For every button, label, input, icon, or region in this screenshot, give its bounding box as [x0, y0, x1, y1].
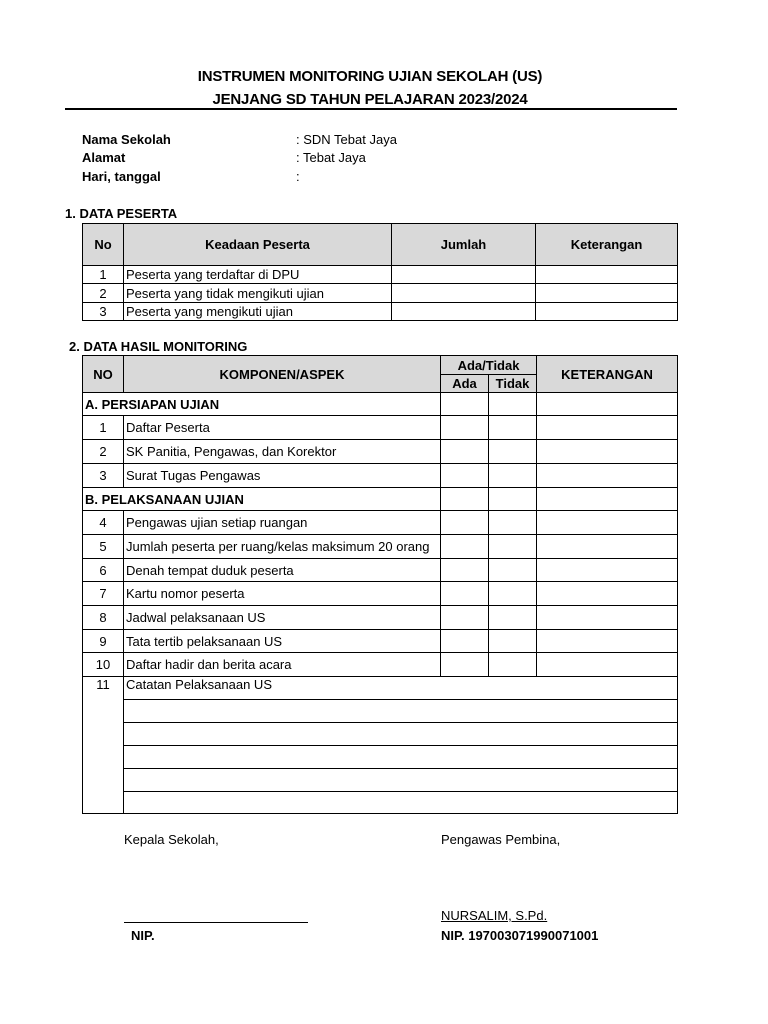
table-row — [83, 653, 678, 677]
catatan-line[interactable] — [124, 792, 678, 814]
alamat-label: Alamat — [82, 150, 126, 165]
col-no-header: NO — [83, 356, 124, 393]
ada-cell[interactable] — [441, 582, 489, 606]
keterangan-cell[interactable] — [537, 535, 678, 559]
keterangan-cell[interactable] — [537, 630, 678, 653]
tidak-cell[interactable] — [489, 393, 537, 416]
row-text: Denah tempat duduk peserta — [124, 559, 441, 582]
ada-cell[interactable] — [441, 416, 489, 440]
jumlah-cell[interactable] — [392, 284, 536, 303]
hari-tanggal-value: : — [296, 169, 300, 184]
table-row — [83, 582, 678, 606]
row-no: 3 — [83, 303, 124, 321]
col-no-header: No — [83, 224, 124, 266]
section2-title: 2. DATA HASIL MONITORING — [69, 339, 248, 354]
row-no: 2 — [83, 284, 124, 303]
alamat-value: : Tebat Jaya — [296, 150, 366, 165]
table-row — [83, 416, 678, 440]
row-text: Daftar hadir dan berita acara — [124, 653, 441, 677]
row-no: 1 — [83, 266, 124, 284]
ada-cell[interactable] — [441, 511, 489, 535]
keterangan-cell[interactable] — [537, 606, 678, 630]
table-row — [83, 511, 678, 535]
row-no: 1 — [83, 416, 124, 440]
col-ada-header: Ada — [441, 375, 489, 393]
keterangan-cell[interactable] — [537, 559, 678, 582]
ada-cell[interactable] — [441, 440, 489, 464]
kepala-sekolah-title: Kepala Sekolah, — [124, 832, 219, 847]
document-title-line1: INSTRUMEN MONITORING UJIAN SEKOLAH (US) — [197, 68, 543, 85]
group-a-heading: A. PERSIAPAN UJIAN — [83, 393, 441, 416]
pengawas-nip: NIP. 197003071990071001 — [441, 928, 599, 943]
row-text: Pengawas ujian setiap ruangan — [124, 511, 441, 535]
tidak-cell[interactable] — [489, 653, 537, 677]
row-no: 10 — [83, 653, 124, 677]
table-row — [83, 440, 678, 464]
data-peserta-table — [82, 223, 678, 321]
tidak-cell[interactable] — [489, 606, 537, 630]
catatan-line[interactable] — [124, 769, 678, 792]
tidak-cell[interactable] — [489, 535, 537, 559]
catatan-no: 11 — [83, 677, 124, 814]
catatan-label: Catatan Pelaksanaan US — [124, 677, 678, 700]
row-text: Kartu nomor peserta — [124, 582, 441, 606]
table-row — [83, 303, 678, 321]
row-no: 5 — [83, 535, 124, 559]
ada-cell[interactable] — [441, 606, 489, 630]
ada-cell[interactable] — [441, 464, 489, 488]
tidak-cell[interactable] — [489, 630, 537, 653]
col-komponen-header: KOMPONEN/ASPEK — [124, 356, 441, 393]
col-ada-tidak-header: Ada/Tidak — [441, 356, 537, 375]
document-title-line2: JENJANG SD TAHUN PELAJARAN 2023/2024 — [212, 91, 528, 108]
catatan-line[interactable] — [124, 723, 678, 746]
keterangan-cell[interactable] — [537, 393, 678, 416]
row-text: Jumlah peserta per ruang/kelas maksimum 20 orang — [124, 535, 441, 559]
row-text: Peserta yang tidak mengikuti ujian — [124, 284, 392, 303]
ada-cell[interactable] — [441, 630, 489, 653]
pengawas-name: NURSALIM, S.Pd. — [441, 908, 548, 923]
row-text: SK Panitia, Pengawas, dan Korektor — [124, 440, 441, 464]
keterangan-cell[interactable] — [536, 266, 678, 284]
keterangan-cell[interactable] — [536, 303, 678, 321]
row-text: Daftar Peserta — [124, 416, 441, 440]
table-row — [83, 464, 678, 488]
data-monitoring-table — [82, 355, 678, 814]
keterangan-cell[interactable] — [537, 511, 678, 535]
group-b-heading: B. PELAKSANAAN UJIAN — [83, 488, 441, 511]
catatan-line[interactable] — [124, 700, 678, 723]
jumlah-cell[interactable] — [392, 303, 536, 321]
row-no: 4 — [83, 511, 124, 535]
row-no: 3 — [83, 464, 124, 488]
ada-cell[interactable] — [441, 393, 489, 416]
ada-cell[interactable] — [441, 535, 489, 559]
keterangan-cell[interactable] — [537, 488, 678, 511]
table-row — [83, 266, 678, 284]
tidak-cell[interactable] — [489, 511, 537, 535]
tidak-cell[interactable] — [489, 440, 537, 464]
row-text: Tata tertib pelaksanaan US — [124, 630, 441, 653]
row-no: 9 — [83, 630, 124, 653]
kepala-sekolah-nip: NIP. — [131, 928, 155, 943]
col-jumlah-header: Jumlah — [392, 224, 536, 266]
nama-sekolah-value: : SDN Tebat Jaya — [296, 132, 397, 147]
pengawas-pembina-title: Pengawas Pembina, — [441, 832, 561, 847]
nama-sekolah-label: Nama Sekolah — [82, 132, 171, 147]
col-keterangan-header: KETERANGAN — [537, 356, 678, 393]
tidak-cell[interactable] — [489, 464, 537, 488]
keterangan-cell[interactable] — [537, 464, 678, 488]
keterangan-cell[interactable] — [537, 653, 678, 677]
ada-cell[interactable] — [441, 653, 489, 677]
row-no: 8 — [83, 606, 124, 630]
col-keterangan-header: Keterangan — [536, 224, 678, 266]
ada-cell[interactable] — [441, 559, 489, 582]
hari-tanggal-label: Hari, tanggal — [82, 169, 161, 184]
tidak-cell[interactable] — [489, 416, 537, 440]
col-tidak-header: Tidak — [489, 375, 537, 393]
ada-cell[interactable] — [441, 488, 489, 511]
tidak-cell[interactable] — [489, 582, 537, 606]
col-keadaan-header: Keadaan Peserta — [124, 224, 392, 266]
title-underline — [65, 108, 677, 110]
tidak-cell[interactable] — [489, 488, 537, 511]
row-no: 6 — [83, 559, 124, 582]
table-row — [83, 284, 678, 303]
row-text: Jadwal pelaksanaan US — [124, 606, 441, 630]
table-row — [83, 606, 678, 630]
catatan-line[interactable] — [124, 746, 678, 769]
row-no: 2 — [83, 440, 124, 464]
table-row — [83, 535, 678, 559]
table-row — [83, 559, 678, 582]
jumlah-cell[interactable] — [392, 266, 536, 284]
section1-title: 1. DATA PESERTA — [65, 206, 178, 221]
tidak-cell[interactable] — [489, 559, 537, 582]
keterangan-cell[interactable] — [536, 284, 678, 303]
row-text: Surat Tugas Pengawas — [124, 464, 441, 488]
keterangan-cell[interactable] — [537, 440, 678, 464]
row-text: Peserta yang mengikuti ujian — [124, 303, 392, 321]
keterangan-cell[interactable] — [537, 416, 678, 440]
row-text: Peserta yang terdaftar di DPU — [124, 266, 392, 284]
row-no: 7 — [83, 582, 124, 606]
keterangan-cell[interactable] — [537, 582, 678, 606]
table-row — [83, 630, 678, 653]
catatan-row — [83, 677, 678, 700]
kepala-sekolah-signature-line — [124, 922, 308, 923]
